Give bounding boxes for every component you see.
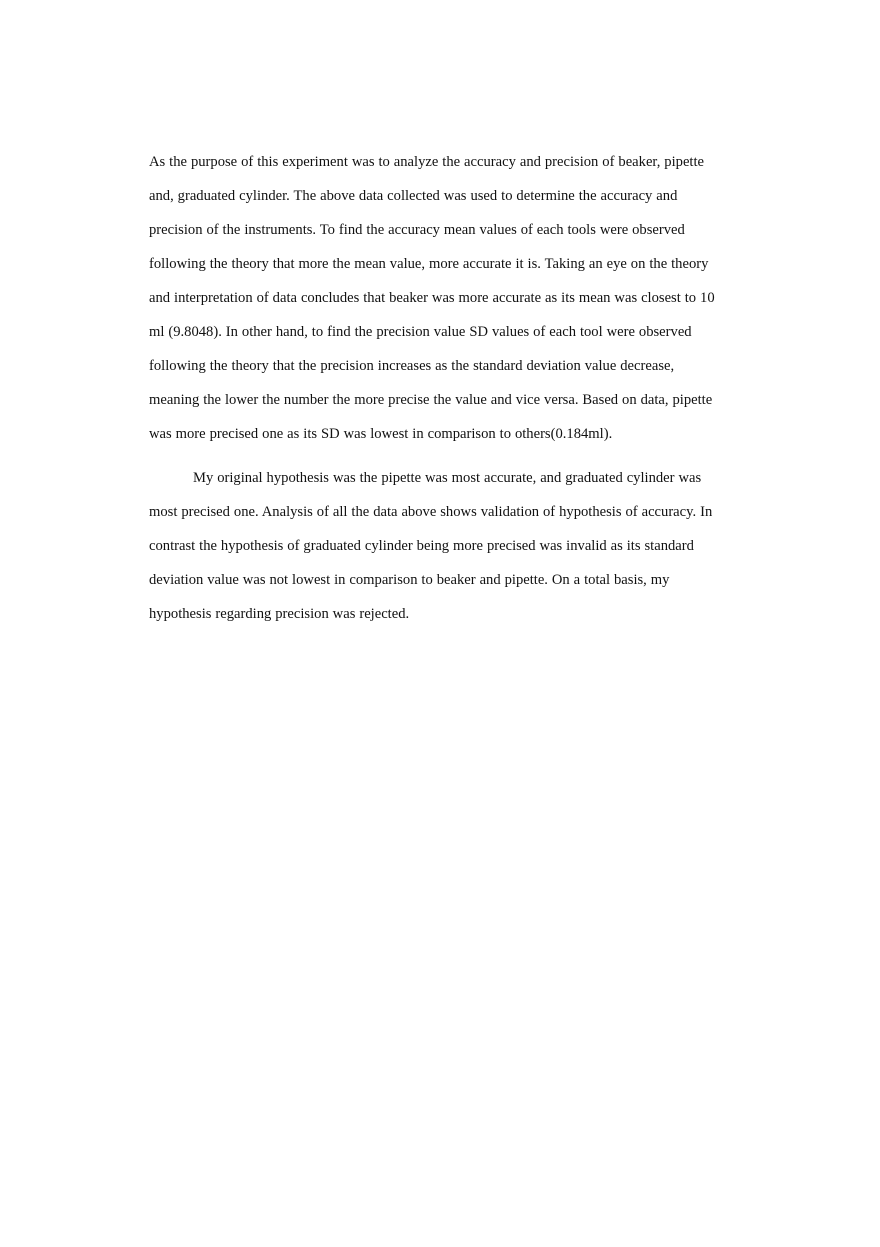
text-line: precision of the instruments. To find the accuracy mean values of each tools were observed [149,222,685,238]
text-line: meaning the lower the number the more precise the value and vice versa. Based on data, pipette [149,392,713,408]
text-line: As the purpose of this experiment was to analyze the accuracy and precision of beaker, pipette [149,154,705,170]
text-line: contrast the hypothesis of graduated cylinder being more precised was invalid as its standard [149,538,694,554]
text-line: deviation value was not lowest in comparison to beaker and pipette. On a total basis, my [149,572,670,588]
text-line: following the theory that more the mean value, more accurate it is. Taking an eye on the theory [149,256,709,272]
text-line: and, graduated cylinder. The above data collected was used to determine the accuracy and [149,188,678,204]
text-line: following the theory that the precision increases as the standard deviation value decrease, [149,358,675,374]
document-body [149,145,729,631]
paragraph-hypothesis [149,461,729,631]
text-line: hypothesis regarding precision was rejected. [149,606,410,622]
text-line: most precised one. Analysis of all the data above shows validation of hypothesis of accuracy. In [149,504,713,520]
text-line: and interpretation of data concludes that beaker was more accurate as its mean was closest to 10 [149,290,715,306]
paragraph-discussion [149,145,729,451]
text-line: ml (9.8048). In other hand, to find the precision value SD values of each tool were observed [149,324,692,340]
text-line: was more precised one as its SD was lowest in comparison to others(0.184ml). [149,426,613,442]
text-line: My original hypothesis was the pipette was most accurate, and graduated cylinder was [193,470,702,486]
